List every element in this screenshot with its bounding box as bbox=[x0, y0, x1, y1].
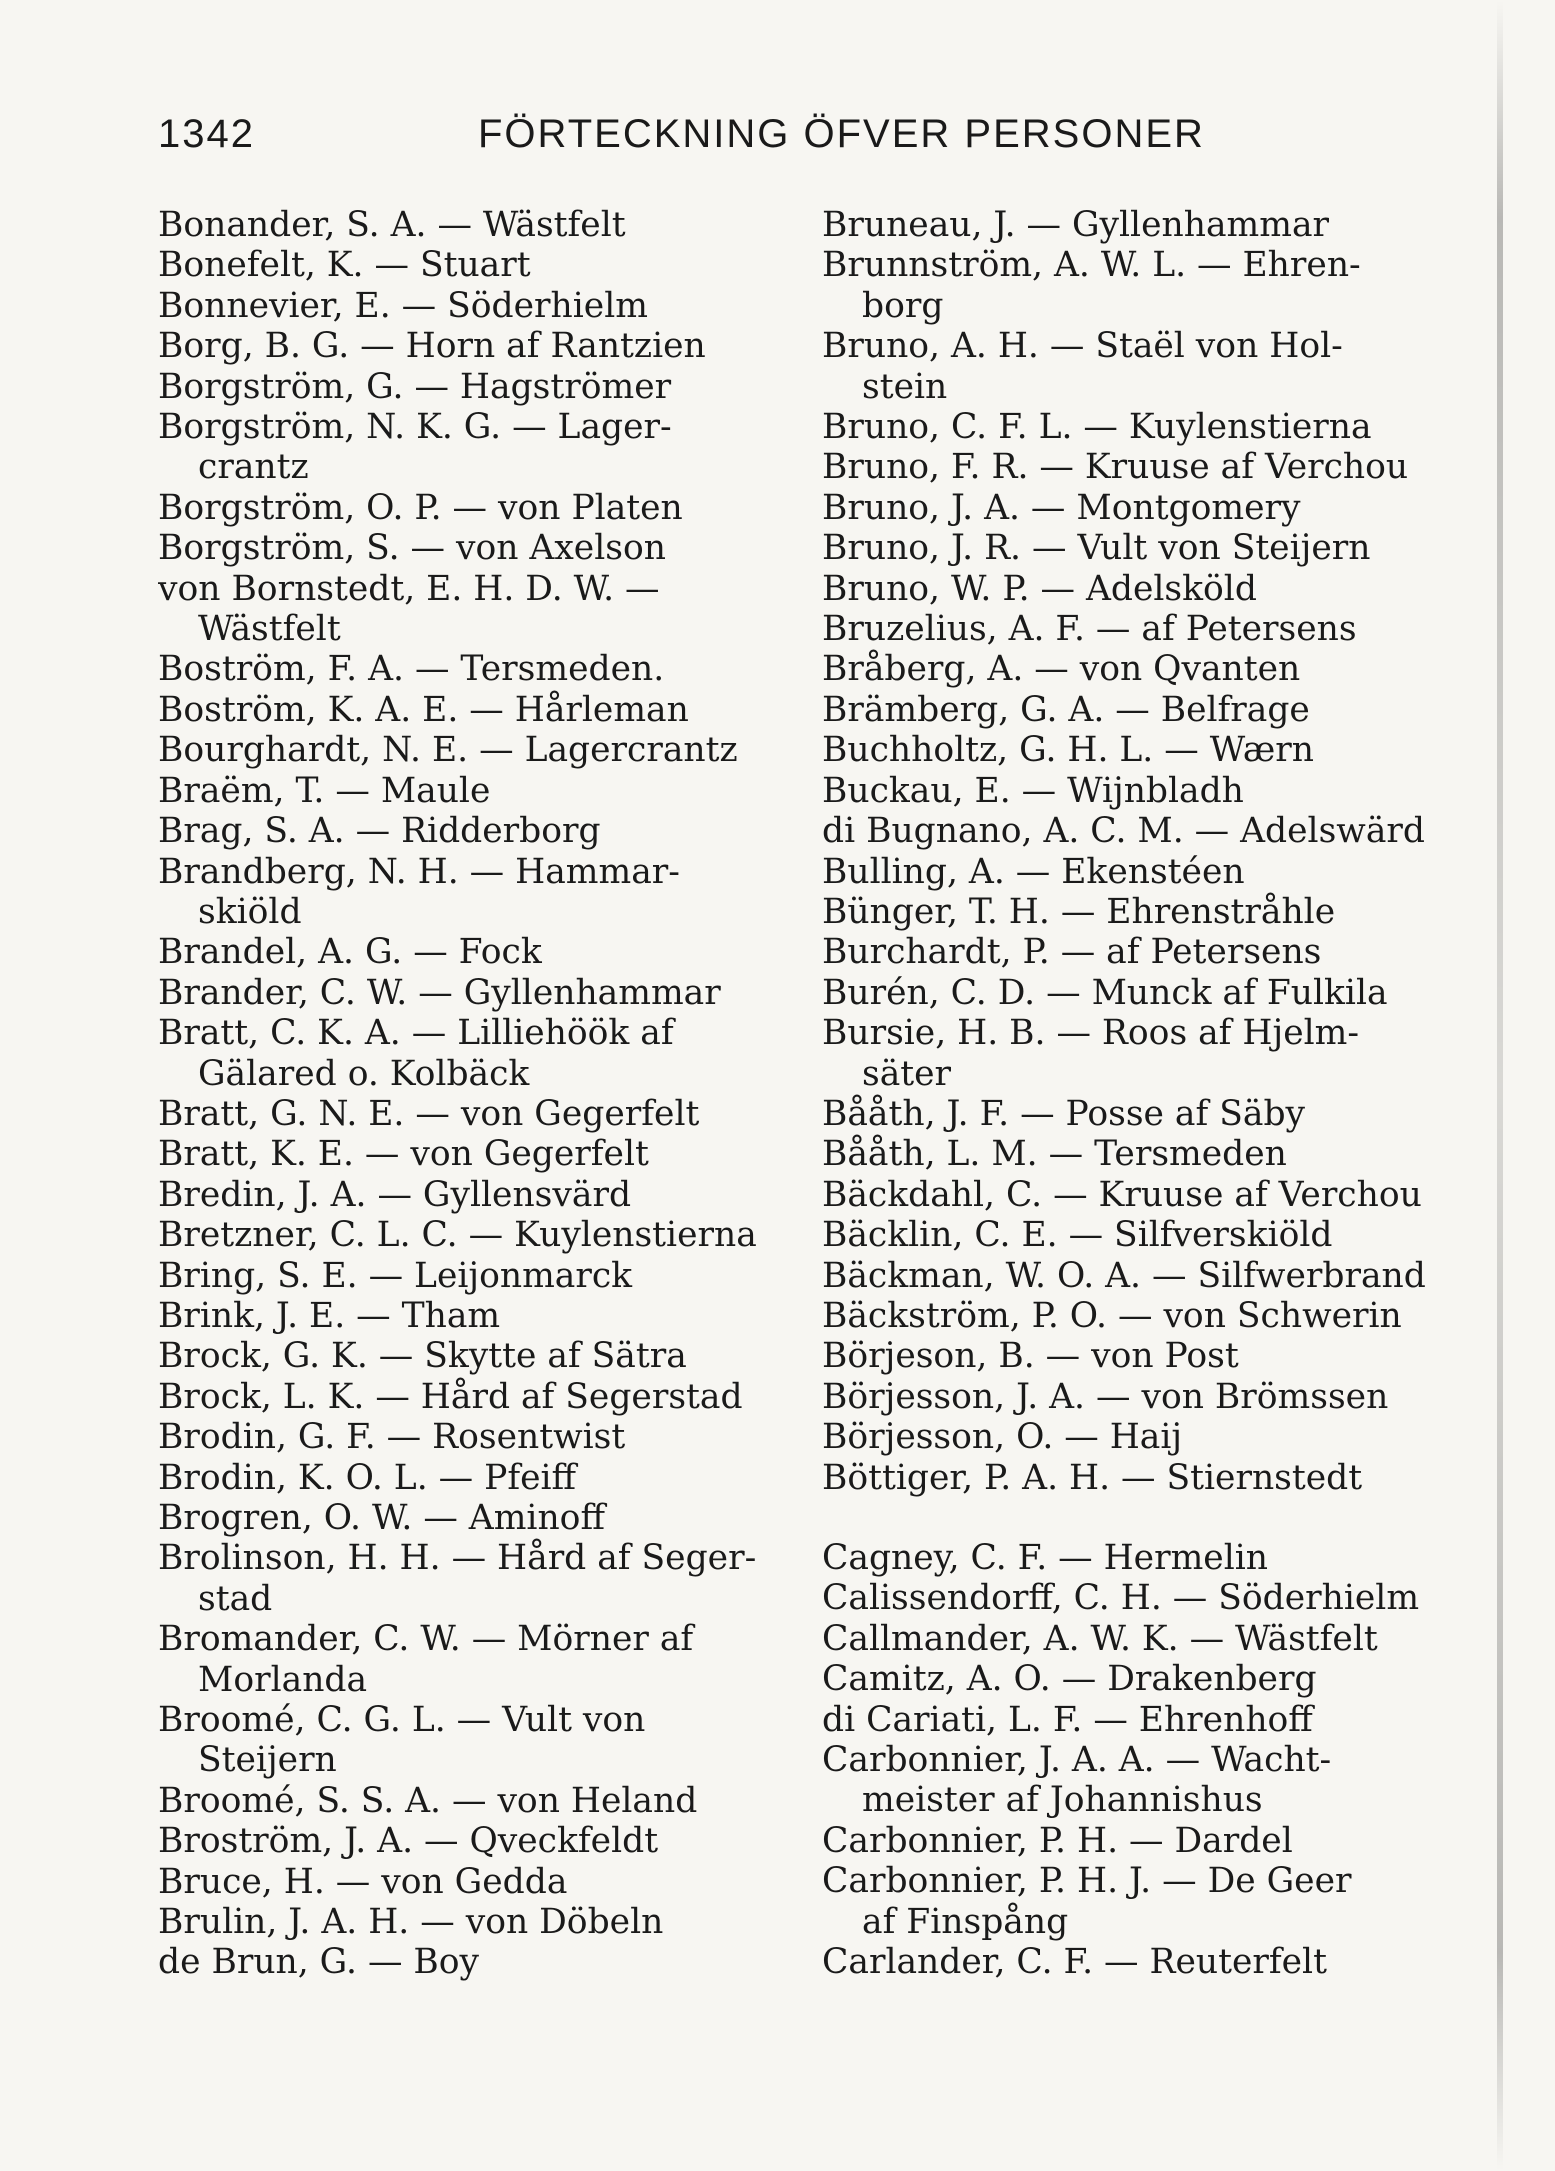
index-entry: Brämberg, G. A. — Belfrage bbox=[822, 689, 1310, 730]
index-entry: Broomé, S. S. A. — von Heland bbox=[158, 1780, 698, 1821]
index-entry: Borgström, G. — Hagströmer bbox=[158, 366, 672, 407]
index-entry-continuation: Wästfelt bbox=[198, 609, 341, 650]
index-entry: Borgström, N. K. G. — Lager- bbox=[158, 407, 672, 448]
index-entry: Bråberg, A. — von Qvanten bbox=[822, 649, 1301, 690]
running-title: FÖRTECKNING ÖFVER PERSONER bbox=[478, 112, 1205, 156]
index-entry: Bredin, J. A. — Gyllensvärd bbox=[158, 1174, 632, 1215]
index-entry: Brunnström, A. W. L. — Ehren- bbox=[822, 245, 1361, 286]
index-entry: Braëm, T. — Maule bbox=[158, 770, 491, 811]
index-entry: Burén, C. D. — Munck af Fulkila bbox=[822, 972, 1388, 1013]
index-entry: Böttiger, P. A. H. — Stiernstedt bbox=[822, 1457, 1363, 1498]
index-entry-continuation: af Finspång bbox=[862, 1901, 1069, 1942]
index-entry: Boström, F. A. — Tersmeden. bbox=[158, 649, 665, 690]
index-entry: Bursie, H. B. — Roos af Hjelm- bbox=[822, 1013, 1360, 1054]
index-entry: Brodin, G. F. — Rosentwist bbox=[158, 1417, 626, 1458]
index-entry: Carlander, C. F. — Reuterfelt bbox=[822, 1942, 1327, 1983]
index-entry: Calissendorff, C. H. — Söderhielm bbox=[822, 1578, 1420, 1619]
index-entry: Brandel, A. G. — Fock bbox=[158, 932, 542, 973]
index-entry: Bruneau, J. — Gyllenhammar bbox=[822, 205, 1330, 245]
index-entry-continuation: stad bbox=[198, 1578, 273, 1619]
index-entry: Brink, J. E. — Tham bbox=[158, 1295, 501, 1336]
index-entry: Bonefelt, K. — Stuart bbox=[158, 245, 531, 286]
index-entry-continuation: Gälared o. Kolbäck bbox=[198, 1053, 530, 1094]
index-entry: Camitz, A. O. — Drakenberg bbox=[822, 1659, 1317, 1700]
index-entry: Börjeson, B. — von Post bbox=[822, 1336, 1239, 1377]
index-entry: Bretzner, C. L. C. — Kuylenstierna bbox=[158, 1215, 757, 1256]
index-entry-continuation: Steijern bbox=[198, 1740, 337, 1781]
index-entry: Bäcklin, C. E. — Silfverskiöld bbox=[822, 1215, 1333, 1256]
index-entry: Brock, L. K. — Hård af Segerstad bbox=[158, 1376, 743, 1417]
index-entry-continuation: borg bbox=[862, 285, 944, 326]
index-entry: Bratt, K. E. — von Gegerfelt bbox=[158, 1134, 649, 1175]
index-entry-continuation: crantz bbox=[198, 447, 309, 488]
index-entry: Bååth, J. F. — Posse af Säby bbox=[822, 1093, 1306, 1134]
index-entry: Carbonnier, J. A. A. — Wacht- bbox=[822, 1740, 1332, 1781]
index-entry-continuation: Morlanda bbox=[198, 1659, 368, 1700]
index-entry: Borgström, O. P. — von Platen bbox=[158, 487, 683, 528]
index-entry: Bruno, W. P. — Adelsköld bbox=[822, 568, 1257, 609]
index-entry: Broström, J. A. — Qveckfeldt bbox=[158, 1821, 659, 1862]
index-entry: Brock, G. K. — Skytte af Sätra bbox=[158, 1336, 687, 1377]
index-entry: Borgström, S. — von Axelson bbox=[158, 528, 666, 569]
index-entry: Broomé, C. G. L. — Vult von bbox=[158, 1700, 646, 1741]
index-entry: de Brun, G. — Boy bbox=[158, 1942, 480, 1983]
index-entry: Bünger, T. H. — Ehrenstråhle bbox=[822, 891, 1336, 932]
index-entry: Bäckström, P. O. — von Schwerin bbox=[822, 1295, 1402, 1336]
index-entry: Bruno, C. F. L. — Kuylenstierna bbox=[822, 407, 1372, 448]
index-entry: Brolinson, H. H. — Hård af Seger- bbox=[158, 1538, 757, 1579]
index-entry: Bruno, J. R. — Vult von Steijern bbox=[822, 528, 1371, 569]
index-entry: Brogren, O. W. — Aminoff bbox=[158, 1498, 605, 1538]
index-entry: Bäckdahl, C. — Kruuse af Verchou bbox=[822, 1174, 1422, 1215]
index-entry: Carbonnier, P. H. J. — De Geer bbox=[822, 1861, 1352, 1902]
index-entry: Bruno, A. H. — Staël von Hol- bbox=[822, 326, 1343, 367]
index-entry: Burchardt, P. — af Petersens bbox=[822, 932, 1322, 973]
index-entry: Bratt, C. K. A. — Lilliehöök af bbox=[158, 1013, 674, 1054]
index-entry: Bruno, F. R. — Kruuse af Verchou bbox=[822, 447, 1409, 488]
index-entry: Bulling, A. — Ekenstéen bbox=[822, 851, 1245, 892]
index-entry: Börjesson, O. — Haij bbox=[822, 1417, 1183, 1458]
section-gap bbox=[822, 1498, 1462, 1538]
index-entry: Boström, K. A. E. — Hårleman bbox=[158, 689, 689, 730]
index-entry-continuation: skiöld bbox=[198, 891, 302, 932]
index-entry: Bonnevier, E. — Söderhielm bbox=[158, 285, 648, 326]
index-entry: Borg, B. G. — Horn af Rantzien bbox=[158, 326, 706, 367]
index-entry: di Bugnano, A. C. M. — Adelswärd bbox=[822, 811, 1425, 852]
index-entry: Brag, S. A. — Ridderborg bbox=[158, 811, 601, 852]
index-entry-continuation: säter bbox=[862, 1053, 952, 1094]
index-entry: Bååth, L. M. — Tersmeden bbox=[822, 1134, 1287, 1175]
index-entry: Brulin, J. A. H. — von Döbeln bbox=[158, 1902, 664, 1943]
index-entry: Brandberg, N. H. — Hammar- bbox=[158, 851, 680, 892]
index-entry: Bratt, G. N. E. — von Gegerfelt bbox=[158, 1093, 700, 1134]
index-entry: Bromander, C. W. — Mörner af bbox=[158, 1619, 694, 1660]
page-number: 1342 bbox=[158, 112, 255, 156]
index-entry: Callmander, A. W. K. — Wästfelt bbox=[822, 1618, 1378, 1659]
index-entry: Börjesson, J. A. — von Brömssen bbox=[822, 1376, 1389, 1417]
index-entry: Bourghardt, N. E. — Lagercrantz bbox=[158, 730, 738, 771]
index-entry: Bring, S. E. — Leijonmarck bbox=[158, 1255, 633, 1296]
index-entry: Brander, C. W. — Gyllenhammar bbox=[158, 972, 721, 1013]
page-edge-shadow bbox=[1497, 0, 1503, 2171]
index-entry: Bruzelius, A. F. — af Petersens bbox=[822, 609, 1357, 650]
left-column bbox=[158, 205, 798, 1983]
index-entry: Bruno, J. A. — Montgomery bbox=[822, 487, 1301, 528]
index-entry: von Bornstedt, E. H. D. W. — bbox=[158, 568, 660, 609]
index-entry-continuation: meister af Johannishus bbox=[862, 1780, 1263, 1821]
index-entry: Bäckman, W. O. A. — Silfwerbrand bbox=[822, 1255, 1426, 1296]
index-entry: Bruce, H. — von Gedda bbox=[158, 1861, 568, 1902]
index-entry: Cagney, C. F. — Hermelin bbox=[822, 1538, 1269, 1578]
index-entry: Bonander, S. A. — Wästfelt bbox=[158, 205, 626, 245]
right-column bbox=[822, 205, 1462, 1982]
index-entry-continuation: stein bbox=[862, 366, 948, 407]
index-entry: Carbonnier, P. H. — Dardel bbox=[822, 1820, 1293, 1861]
index-entry: di Cariati, L. F. — Ehrenhoff bbox=[822, 1699, 1313, 1740]
index-entry: Buckau, E. — Wijnbladh bbox=[822, 770, 1244, 811]
index-entry: Brodin, K. O. L. — Pfeiff bbox=[158, 1457, 577, 1498]
index-entry: Buchholtz, G. H. L. — Wærn bbox=[822, 730, 1314, 771]
